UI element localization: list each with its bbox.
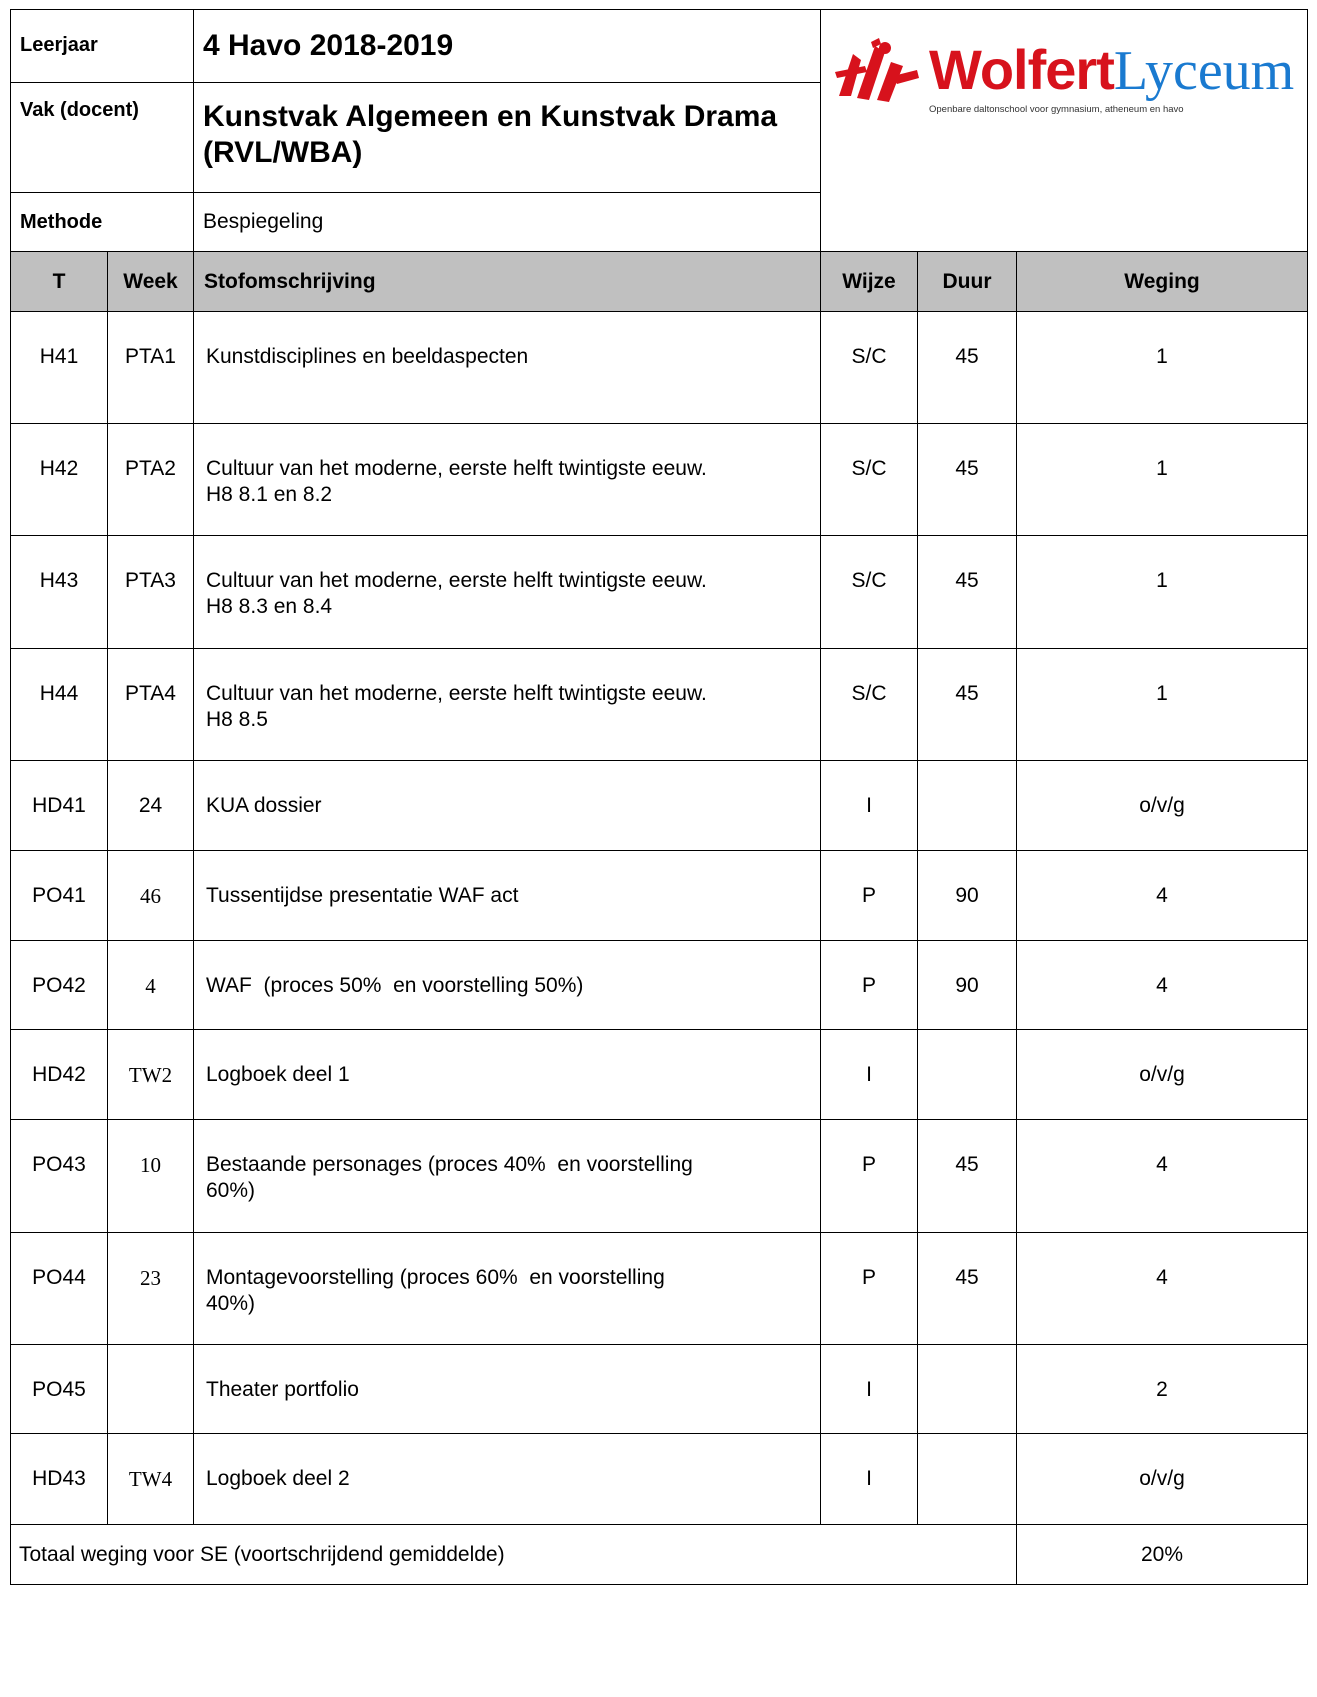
stof-line-1: Cultuur van het moderne, eerste helft twintigste eeuw. bbox=[206, 457, 707, 480]
cell-wijze: P bbox=[821, 1233, 918, 1345]
pta-table bbox=[10, 9, 1308, 1585]
stof-line-2: H8 8.1 en 8.2 bbox=[206, 483, 333, 506]
table-row bbox=[11, 536, 1308, 649]
cell-t: PO45 bbox=[11, 1345, 108, 1434]
table-row bbox=[11, 1120, 1308, 1233]
cell-stofomschrijving bbox=[194, 312, 821, 424]
logo-name-light: Lyceum bbox=[1113, 40, 1295, 102]
cell-week: TW2 bbox=[108, 1030, 194, 1120]
cell-stofomschrijving bbox=[194, 1434, 821, 1525]
table-row bbox=[11, 941, 1308, 1030]
cell-wijze: I bbox=[821, 1345, 918, 1434]
logo-cell bbox=[821, 10, 1308, 252]
totaal-label: Totaal weging voor SE (voortschrijdend gemiddelde) bbox=[11, 1525, 1017, 1585]
cell-week: 46 bbox=[108, 851, 194, 941]
col-header-weging: Weging bbox=[1017, 252, 1308, 312]
col-header-week: Week bbox=[108, 252, 194, 312]
cell-weging: 4 bbox=[1017, 941, 1308, 1030]
cell-week: 24 bbox=[108, 761, 194, 851]
table-row bbox=[11, 1233, 1308, 1345]
cell-week: TW4 bbox=[108, 1434, 194, 1525]
leerjaar-row bbox=[11, 10, 1308, 83]
leerjaar-value: 4 Havo 2018-2019 bbox=[194, 10, 821, 83]
cell-stofomschrijving bbox=[194, 649, 821, 761]
stof-line-1: KUA dossier bbox=[206, 794, 322, 817]
cell-week: PTA2 bbox=[108, 424, 194, 536]
totaal-value: 20% bbox=[1017, 1525, 1308, 1585]
cell-wijze: S/C bbox=[821, 312, 918, 424]
cell-t: PO43 bbox=[11, 1120, 108, 1233]
cell-stofomschrijving bbox=[194, 1030, 821, 1120]
methode-label: Methode bbox=[11, 193, 194, 252]
stof-line-1: WAF (proces 50% en voorstelling 50%) bbox=[206, 974, 584, 997]
logo-wordmark bbox=[929, 38, 1294, 103]
cell-weging: 1 bbox=[1017, 312, 1308, 424]
cell-weging: 1 bbox=[1017, 536, 1308, 649]
cell-t: H41 bbox=[11, 312, 108, 424]
table-row bbox=[11, 424, 1308, 536]
cell-wijze: I bbox=[821, 1030, 918, 1120]
stof-line-1: Montagevoorstelling (proces 60% en voorstelling bbox=[206, 1266, 665, 1289]
logo-name-bold: Wolfert bbox=[929, 38, 1114, 101]
cell-wijze: P bbox=[821, 851, 918, 941]
stof-line-1: Theater portfolio bbox=[206, 1378, 359, 1401]
cell-stofomschrijving bbox=[194, 1120, 821, 1233]
cell-stofomschrijving bbox=[194, 941, 821, 1030]
cell-t: PO44 bbox=[11, 1233, 108, 1345]
cell-duur bbox=[918, 761, 1017, 851]
vak-value: Kunstvak Algemeen en Kunstvak Drama (RVL/WBA) bbox=[194, 83, 821, 193]
cell-t: PO41 bbox=[11, 851, 108, 941]
cell-wijze: S/C bbox=[821, 649, 918, 761]
cell-wijze: P bbox=[821, 1120, 918, 1233]
totaal-row bbox=[11, 1525, 1308, 1585]
cell-week: 4 bbox=[108, 941, 194, 1030]
cell-week: PTA1 bbox=[108, 312, 194, 424]
cell-duur bbox=[918, 1345, 1017, 1434]
cell-stofomschrijving bbox=[194, 424, 821, 536]
stof-line-1: Cultuur van het moderne, eerste helft twintigste eeuw. bbox=[206, 569, 707, 592]
col-header-t: T bbox=[11, 252, 108, 312]
cell-weging: o/v/g bbox=[1017, 1434, 1308, 1525]
cell-duur: 45 bbox=[918, 649, 1017, 761]
cell-weging: 4 bbox=[1017, 1120, 1308, 1233]
cell-weging: 1 bbox=[1017, 424, 1308, 536]
stof-line-1: Kunstdisciplines en beeldaspecten bbox=[206, 345, 529, 368]
cell-duur: 45 bbox=[918, 1120, 1017, 1233]
col-header-duur: Duur bbox=[918, 252, 1017, 312]
stof-line-2: H8 8.5 bbox=[206, 708, 268, 731]
cell-wijze: I bbox=[821, 761, 918, 851]
table-row bbox=[11, 761, 1308, 851]
cell-weging: 2 bbox=[1017, 1345, 1308, 1434]
cell-duur: 90 bbox=[918, 941, 1017, 1030]
logo-emblem-icon bbox=[831, 36, 923, 108]
vak-label: Vak (docent) bbox=[11, 83, 194, 193]
cell-stofomschrijving bbox=[194, 1345, 821, 1434]
cell-stofomschrijving bbox=[194, 1233, 821, 1345]
cell-t: H42 bbox=[11, 424, 108, 536]
cell-week: 10 bbox=[108, 1120, 194, 1233]
cell-weging: o/v/g bbox=[1017, 761, 1308, 851]
stof-line-1: Logboek deel 2 bbox=[206, 1467, 350, 1490]
cell-duur: 45 bbox=[918, 1233, 1017, 1345]
cell-wijze: S/C bbox=[821, 536, 918, 649]
cell-duur: 45 bbox=[918, 424, 1017, 536]
stof-line-2: 40%) bbox=[206, 1292, 256, 1315]
cell-wijze: I bbox=[821, 1434, 918, 1525]
stof-line-2: 60%) bbox=[206, 1179, 256, 1202]
pta-document bbox=[10, 9, 1307, 1689]
table-row bbox=[11, 649, 1308, 761]
column-header-row bbox=[11, 252, 1308, 312]
stof-line-1: Tussentijdse presentatie WAF act bbox=[206, 884, 519, 907]
cell-duur bbox=[918, 1030, 1017, 1120]
leerjaar-label: Leerjaar bbox=[11, 10, 194, 83]
cell-t: H44 bbox=[11, 649, 108, 761]
stof-line-1: Bestaande personages (proces 40% en voorstelling bbox=[206, 1153, 693, 1176]
cell-week: PTA4 bbox=[108, 649, 194, 761]
cell-weging: 4 bbox=[1017, 851, 1308, 941]
cell-t: PO42 bbox=[11, 941, 108, 1030]
table-row bbox=[11, 1434, 1308, 1525]
cell-wijze: S/C bbox=[821, 424, 918, 536]
col-header-stofomschrijving: Stofomschrijving bbox=[194, 252, 821, 312]
cell-duur: 45 bbox=[918, 536, 1017, 649]
cell-t: H43 bbox=[11, 536, 108, 649]
stof-line-2: H8 8.3 en 8.4 bbox=[206, 595, 333, 618]
cell-t: HD42 bbox=[11, 1030, 108, 1120]
methode-value: Bespiegeling bbox=[194, 193, 821, 252]
col-header-wijze: Wijze bbox=[821, 252, 918, 312]
cell-week bbox=[108, 1345, 194, 1434]
stof-line-1: Cultuur van het moderne, eerste helft twintigste eeuw. bbox=[206, 682, 707, 705]
cell-weging: 4 bbox=[1017, 1233, 1308, 1345]
logo-tagline: Openbare daltonschool voor gymnasium, atheneum en havo bbox=[929, 104, 1184, 115]
table-row bbox=[11, 851, 1308, 941]
cell-duur bbox=[918, 1434, 1017, 1525]
cell-week: PTA3 bbox=[108, 536, 194, 649]
cell-t: HD43 bbox=[11, 1434, 108, 1525]
table-row bbox=[11, 312, 1308, 424]
wolfert-lyceum-logo bbox=[831, 36, 1295, 136]
cell-t: HD41 bbox=[11, 761, 108, 851]
table-row bbox=[11, 1030, 1308, 1120]
cell-stofomschrijving bbox=[194, 851, 821, 941]
cell-stofomschrijving bbox=[194, 761, 821, 851]
stof-line-1: Logboek deel 1 bbox=[206, 1063, 350, 1086]
cell-stofomschrijving bbox=[194, 536, 821, 649]
cell-weging: 1 bbox=[1017, 649, 1308, 761]
cell-duur: 90 bbox=[918, 851, 1017, 941]
cell-week: 23 bbox=[108, 1233, 194, 1345]
table-row bbox=[11, 1345, 1308, 1434]
cell-weging: o/v/g bbox=[1017, 1030, 1308, 1120]
cell-wijze: P bbox=[821, 941, 918, 1030]
cell-duur: 45 bbox=[918, 312, 1017, 424]
